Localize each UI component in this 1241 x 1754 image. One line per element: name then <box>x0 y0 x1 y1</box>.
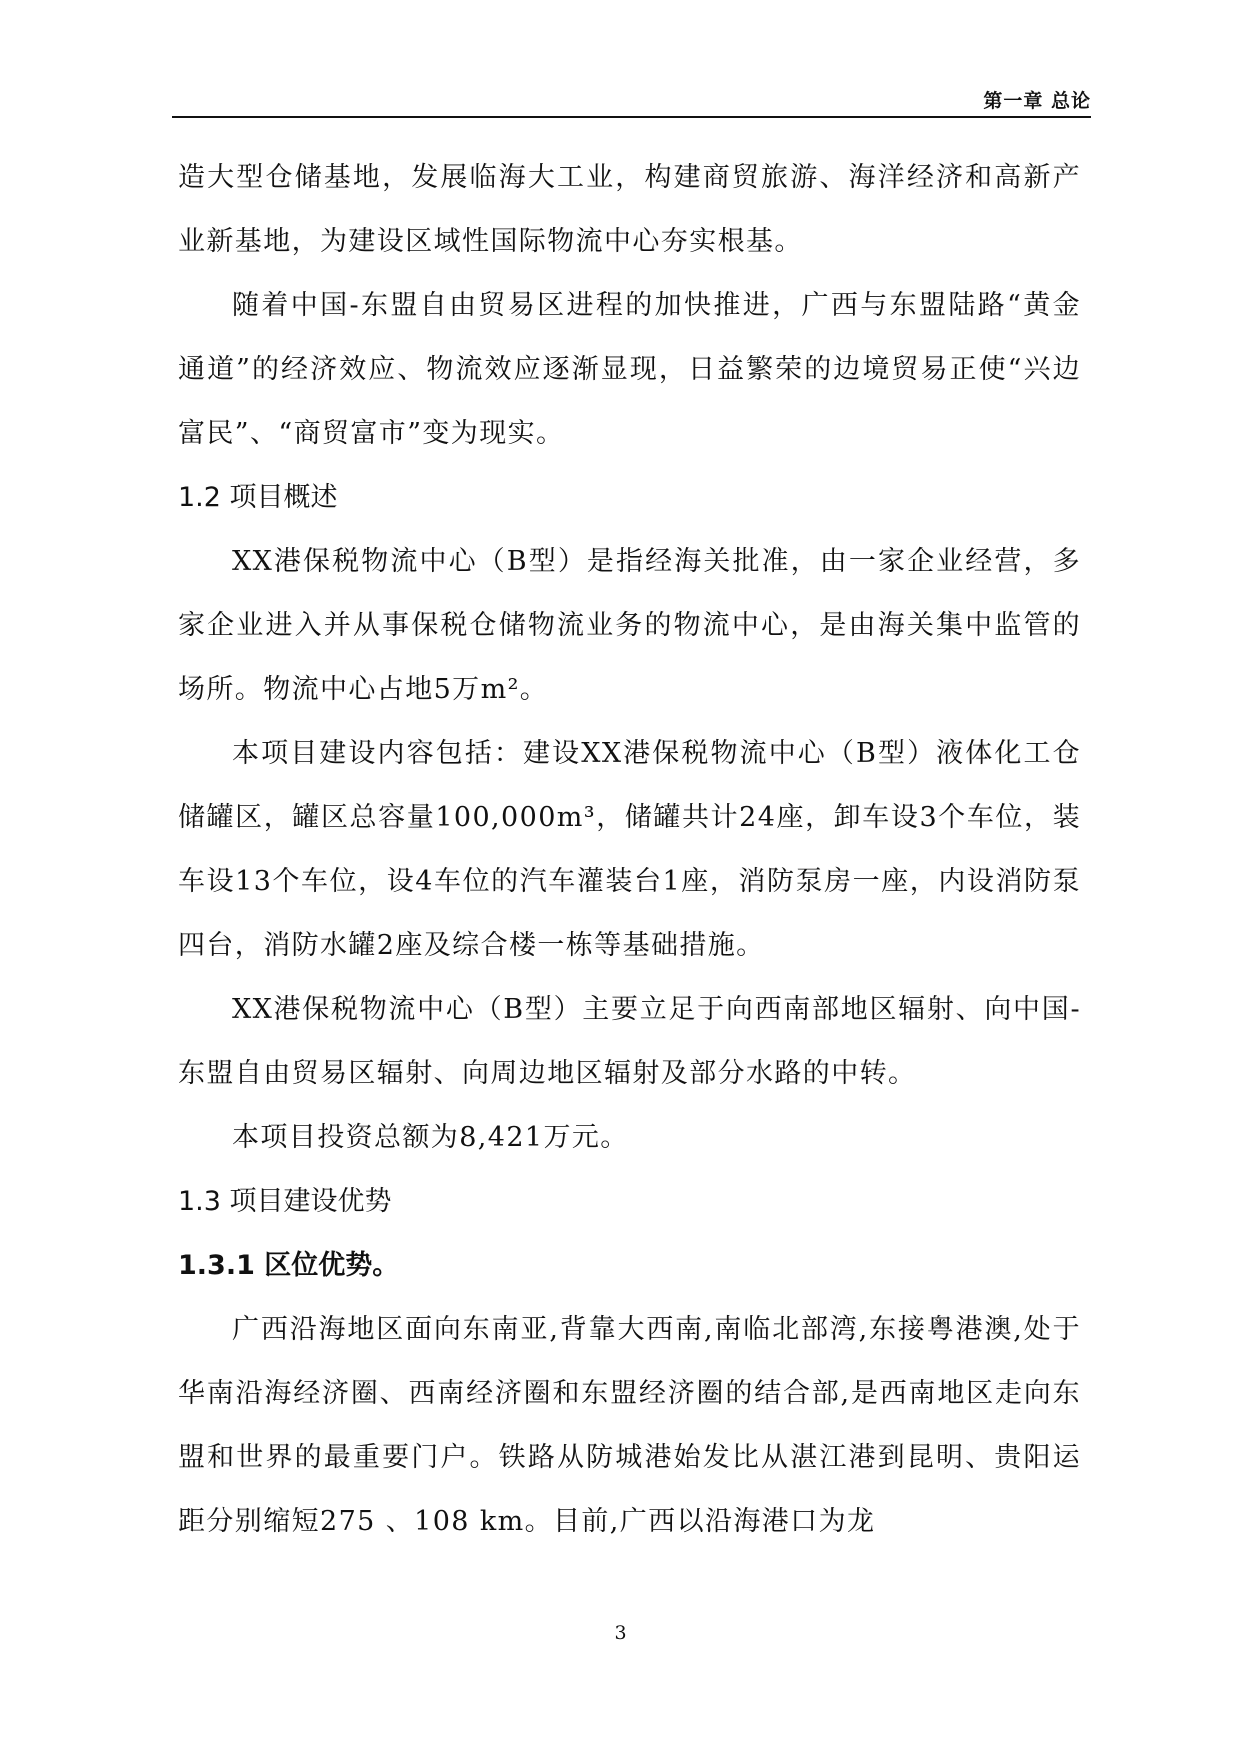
paragraph-construction-content: 本项目建设内容包括：建设XX港保税物流中心（B型）液体化工仓储罐区，罐区总容量100,000m³，储罐共计24座，卸车设3个车位，装车设13个车位，设4车位的汽车灌装台1座，消防泵房一座，内设消防泵四台，消防水罐2座及综合楼一栋等基础措施。 <box>178 738 1081 961</box>
paragraph-location-advantage: 广西沿海地区面向东南亚,背靠大西南,南临北部湾,东接粤港澳,处于华南沿海经济圈、西南经济圈和东盟经济圈的结合部,是西南地区走向东盟和世界的最重要门户。铁路从防城港始发比从湛江港到昆明、贵阳运距分别缩短275 、108 km。目前,广西以沿海港口为龙 <box>178 1314 1081 1537</box>
page-number: 3 <box>614 1622 627 1644</box>
paragraph-investment: 本项目投资总额为8,421万元。 <box>232 1122 629 1153</box>
header-divider <box>172 116 1091 118</box>
chapter-header: 第一章 总论 <box>983 90 1091 112</box>
paragraph-continuation: 造大型仓储基地，发展临海大工业，构建商贸旅游、海洋经济和高新产业新基地，为建设区域性国际物流中心夯实根基。 <box>178 162 1081 257</box>
paragraph-radiation: XX港保税物流中心（B型）主要立足于向西南部地区辐射、向中国-东盟自由贸易区辐射、向周边地区辐射及部分水路的中转。 <box>178 994 1081 1089</box>
section-heading-1-3: 1.3 项目建设优势 <box>178 1186 392 1217</box>
section-heading-1-2: 1.2 项目概述 <box>178 482 338 513</box>
page-body <box>178 146 1081 1554</box>
subsection-heading-1-3-1: 1.3.1 区位优势。 <box>178 1250 400 1281</box>
paragraph-logistics-center: XX港保税物流中心（B型）是指经海关批准，由一家企业经营，多家企业进入并从事保税仓储物流业务的物流中心，是由海关集中监管的场所。物流中心占地5万m²。 <box>178 546 1081 705</box>
paragraph-asean-trade: 随着中国-东盟自由贸易区进程的加快推进，广西与东盟陆路“黄金通道”的经济效应、物流效应逐渐显现，日益繁荣的边境贸易正使“兴边富民”、“商贸富市”变为现实。 <box>178 290 1081 449</box>
